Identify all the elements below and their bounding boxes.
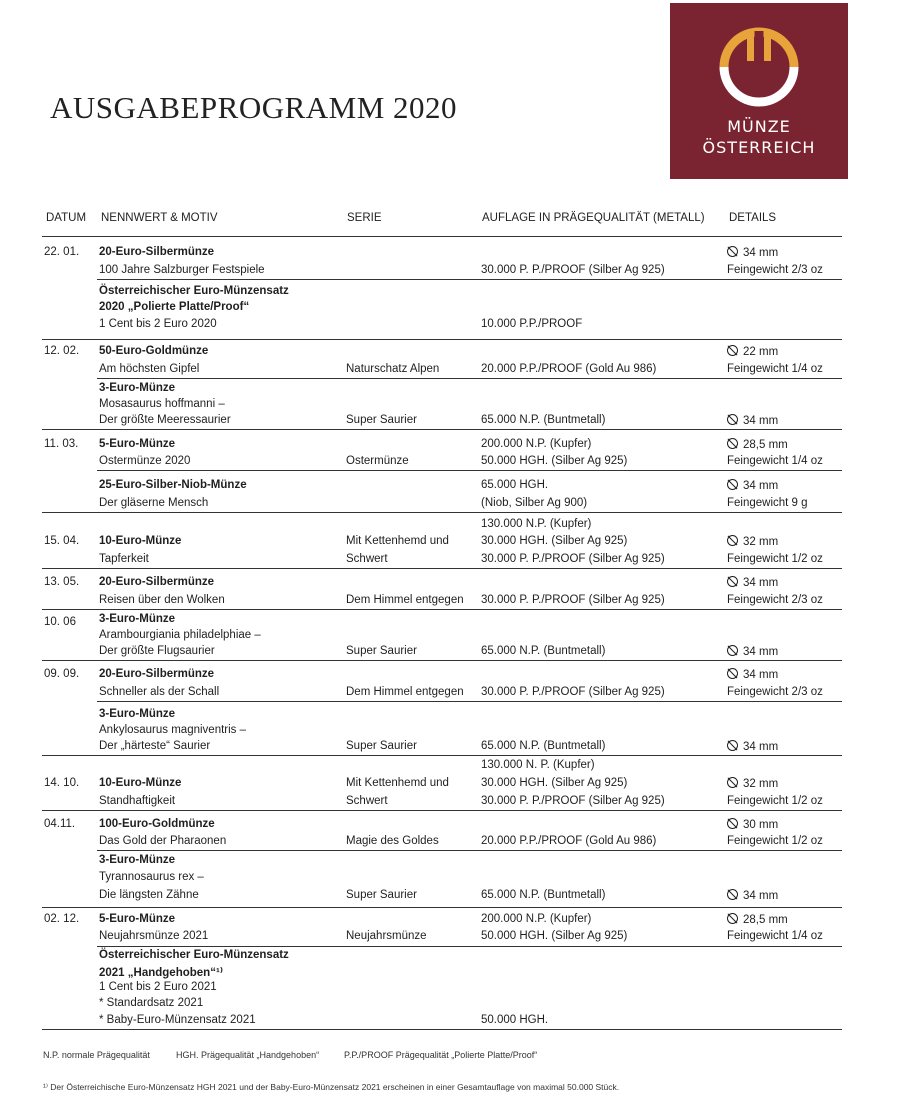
footnote: ¹⁾ Der Österreichische Euro-Münzensatz HGH 2021 und der Baby-Euro-Münzensatz 2021 erscheinen in einer Gesamtauflage von maximal 50.000 Stück. xyxy=(43,1082,620,1092)
row-motif: Tyrannosaurus rex – xyxy=(99,871,204,883)
row-motif: 1 Cent bis 2 Euro 2021 xyxy=(99,981,217,993)
row-coin-name: 50-Euro-Goldmünze xyxy=(99,345,209,357)
diameter-icon xyxy=(727,777,738,788)
row-coin-name: 5-Euro-Münze xyxy=(99,438,176,450)
row-motif: Der gläserne Mensch xyxy=(99,497,209,509)
row-date: 04.11. xyxy=(44,818,76,830)
diameter-icon xyxy=(727,535,738,546)
row-coin-name: 3-Euro-Münze xyxy=(99,613,176,625)
row-series: Super Saurier xyxy=(346,414,417,426)
row-diameter: 32 mm xyxy=(727,777,778,790)
row-diameter: 34 mm xyxy=(727,668,778,681)
row-diameter: 34 mm xyxy=(727,414,778,427)
row-coin-name: 3-Euro-Münze xyxy=(99,854,176,866)
row-motif: Tapferkeit xyxy=(99,553,149,565)
row-diameter: 34 mm xyxy=(727,246,778,259)
row-edition: (Niob, Silber Ag 900) xyxy=(481,497,588,509)
row-diameter: 34 mm xyxy=(727,740,778,753)
row-series: Magie des Goldes xyxy=(346,835,439,847)
row-coin-name: 3-Euro-Münze xyxy=(99,708,176,720)
row-date: 12. 02. xyxy=(44,345,80,357)
row-date: 14. 10. xyxy=(44,777,80,789)
legend-np: N.P. normale Prägequalität xyxy=(43,1050,150,1060)
row-group-rule xyxy=(42,339,842,340)
diameter-icon xyxy=(727,246,738,257)
header-nennwert-motiv: NENNWERT & MOTIV xyxy=(101,212,218,224)
row-coin-name: Österreichischer Euro-Münzensatz xyxy=(99,949,289,961)
row-coin-name: 25-Euro-Silber-Niob-Münze xyxy=(99,479,247,491)
row-series: Naturschatz Alpen xyxy=(346,363,440,375)
diameter-icon xyxy=(727,345,738,356)
row-date: 15. 04. xyxy=(44,535,80,547)
row-edition: 30.000 P. P./PROOF (Silber Ag 925) xyxy=(481,594,665,606)
row-group-rule xyxy=(42,660,842,661)
diameter-icon xyxy=(727,576,738,587)
legend-pp: P.P./PROOF Prägequalität „Polierte Platte/Proof“ xyxy=(344,1050,538,1060)
row-edition: 50.000 HGH. xyxy=(481,1014,549,1026)
row-motif: Der größte Meeressaurier xyxy=(99,414,231,426)
row-motif: Der größte Flugsaurier xyxy=(99,645,215,657)
page-title: AUSGABEPROGRAMM 2020 xyxy=(50,90,458,125)
logo-text-line2: ÖSTERREICH xyxy=(702,138,816,157)
row-edition: 65.000 N.P. (Buntmetall) xyxy=(481,414,606,426)
row-edition: 200.000 N.P. (Kupfer) xyxy=(481,438,592,450)
diameter-icon xyxy=(727,438,738,449)
row-weight: Feingewicht 2/3 oz xyxy=(727,594,823,606)
row-group-rule xyxy=(42,512,842,513)
row-motif: Standhaftigkeit xyxy=(99,795,176,807)
row-diameter: 28,5 mm xyxy=(727,913,788,926)
row-series: Super Saurier xyxy=(346,645,417,657)
row-divider xyxy=(97,946,842,947)
row-edition: 65.000 N.P. (Buntmetall) xyxy=(481,889,606,901)
diameter-icon xyxy=(727,414,738,425)
header-datum: DATUM xyxy=(46,212,87,224)
row-series: Dem Himmel entgegen xyxy=(346,686,464,698)
header-auflage: AUFLAGE IN PRÄGEQUALITÄT (METALL) xyxy=(482,212,705,224)
row-motif: 1 Cent bis 2 Euro 2020 xyxy=(99,318,217,330)
logo-text-line1: MÜNZE xyxy=(727,117,791,136)
row-series: Dem Himmel entgegen xyxy=(346,594,464,606)
row-coin-name: 10-Euro-Münze xyxy=(99,535,182,547)
table-bottom-rule xyxy=(42,1029,842,1030)
row-edition: 65.000 HGH. xyxy=(481,479,549,491)
diameter-icon xyxy=(727,889,738,900)
row-weight: Feingewicht 1/4 oz xyxy=(727,930,823,942)
row-weight: Feingewicht 1/4 oz xyxy=(727,363,823,375)
row-group-rule xyxy=(42,810,842,811)
row-edition: 10.000 P.P./PROOF xyxy=(481,318,583,330)
row-edition: 130.000 N. P. (Kupfer) xyxy=(481,759,595,771)
row-coin-name: 20-Euro-Silbermünze xyxy=(99,668,215,680)
row-weight: Feingewicht 9 g xyxy=(727,497,808,509)
header-serie: SERIE xyxy=(347,212,382,224)
row-edition: 30.000 P. P./PROOF (Silber Ag 925) xyxy=(481,553,665,565)
row-edition: 200.000 N.P. (Kupfer) xyxy=(481,913,592,925)
row-edition: 30.000 P. P./PROOF (Silber Ag 925) xyxy=(481,264,665,276)
row-weight: Feingewicht 1/4 oz xyxy=(727,455,823,467)
row-motif: Arambourgiania philadelphiae – xyxy=(99,629,261,641)
row-group-rule xyxy=(42,609,842,610)
row-motif: * Standardsatz 2021 xyxy=(99,997,204,1009)
row-edition: 50.000 HGH. (Silber Ag 925) xyxy=(481,455,628,467)
row-motif: Das Gold der Pharaonen xyxy=(99,835,227,847)
row-weight: Feingewicht 2/3 oz xyxy=(727,686,823,698)
row-diameter: 28,5 mm xyxy=(727,438,788,451)
row-diameter: 34 mm xyxy=(727,479,778,492)
row-motif: Mosasaurus hoffmanni – xyxy=(99,398,225,410)
row-motif: * Baby-Euro-Münzensatz 2021 xyxy=(99,1014,256,1026)
row-edition: 30.000 P. P./PROOF (Silber Ag 925) xyxy=(481,795,665,807)
row-series: Mit Kettenhemd und xyxy=(346,777,449,789)
row-edition: 30.000 P. P./PROOF (Silber Ag 925) xyxy=(481,686,665,698)
row-date: 22. 01. xyxy=(44,246,80,258)
row-diameter: 30 mm xyxy=(727,818,778,831)
row-edition: 65.000 N.P. (Buntmetall) xyxy=(481,645,606,657)
row-divider xyxy=(97,701,842,702)
row-edition: 130.000 N.P. (Kupfer) xyxy=(481,518,592,530)
row-group-rule xyxy=(42,429,842,430)
row-series: Schwert xyxy=(346,553,388,565)
row-series: Neujahrsmünze xyxy=(346,930,427,942)
legend-hgh: HGH. Prägequalität „Handgehoben“ xyxy=(176,1050,320,1060)
row-weight: Feingewicht 1/2 oz xyxy=(727,795,823,807)
row-date: 10. 06 xyxy=(44,616,76,628)
row-date: 09. 09. xyxy=(44,668,80,680)
row-weight: Feingewicht 1/2 oz xyxy=(727,553,823,565)
row-diameter: 34 mm xyxy=(727,645,778,658)
row-coin-name: 100-Euro-Goldmünze xyxy=(99,818,215,830)
header-details: DETAILS xyxy=(729,212,777,224)
diameter-icon xyxy=(727,479,738,490)
row-motif: Der „härteste“ Saurier xyxy=(99,740,211,752)
row-coin-name: Österreichischer Euro-Münzensatz xyxy=(99,285,289,297)
row-date: 02. 12. xyxy=(44,913,80,925)
row-diameter: 34 mm xyxy=(727,576,778,589)
header-rule xyxy=(42,236,842,237)
row-series: Super Saurier xyxy=(346,889,417,901)
row-diameter: 34 mm xyxy=(727,889,778,902)
row-diameter: 32 mm xyxy=(727,535,778,548)
diameter-icon xyxy=(727,740,738,751)
row-edition: 20.000 P.P./PROOF (Gold Au 986) xyxy=(481,835,657,847)
muenze-oesterreich-logo xyxy=(670,3,848,179)
row-motif: Am höchsten Gipfel xyxy=(99,363,200,375)
row-edition: 50.000 HGH. (Silber Ag 925) xyxy=(481,930,628,942)
row-coin-name: 2021 „Handgehoben“¹⁾ xyxy=(99,967,224,979)
row-motif: Neujahrsmünze 2021 xyxy=(99,930,209,942)
row-date: 11. 03. xyxy=(44,438,79,450)
row-coin-name: 2020 „Polierte Platte/Proof“ xyxy=(99,301,250,313)
row-series: Ostermünze xyxy=(346,455,409,467)
row-coin-name: 20-Euro-Silbermünze xyxy=(99,246,215,258)
row-edition: 30.000 HGH. (Silber Ag 925) xyxy=(481,777,628,789)
coin-logo-icon xyxy=(718,25,800,109)
diameter-icon xyxy=(727,645,738,656)
row-divider xyxy=(97,378,842,379)
row-divider xyxy=(97,850,842,851)
diameter-icon xyxy=(727,818,738,829)
row-motif: 100 Jahre Salzburger Festspiele xyxy=(99,264,265,276)
row-motif: Schneller als der Schall xyxy=(99,686,220,698)
row-group-rule xyxy=(42,907,842,908)
row-weight: Feingewicht 2/3 oz xyxy=(727,264,823,276)
row-motif: Die längsten Zähne xyxy=(99,889,199,901)
row-edition: 20.000 P.P./PROOF (Gold Au 986) xyxy=(481,363,657,375)
row-edition: 65.000 N.P. (Buntmetall) xyxy=(481,740,606,752)
row-series: Mit Kettenhemd und xyxy=(346,535,449,547)
row-coin-name: 20-Euro-Silbermünze xyxy=(99,576,215,588)
row-group-rule xyxy=(42,568,842,569)
diameter-icon xyxy=(727,913,738,924)
row-group-rule xyxy=(42,755,842,756)
row-edition: 30.000 HGH. (Silber Ag 925) xyxy=(481,535,628,547)
row-date: 13. 05. xyxy=(44,576,80,588)
row-motif: Reisen über den Wolken xyxy=(99,594,225,606)
row-diameter: 22 mm xyxy=(727,345,778,358)
row-divider xyxy=(97,470,842,471)
diameter-icon xyxy=(727,668,738,679)
row-motif: Ostermünze 2020 xyxy=(99,455,191,467)
row-motif: Ankylosaurus magniventris – xyxy=(99,724,247,736)
row-weight: Feingewicht 1/2 oz xyxy=(727,835,823,847)
row-coin-name: 3-Euro-Münze xyxy=(99,382,176,394)
row-divider xyxy=(97,279,842,280)
row-coin-name: 5-Euro-Münze xyxy=(99,913,176,925)
row-series: Super Saurier xyxy=(346,740,417,752)
row-series: Schwert xyxy=(346,795,388,807)
row-coin-name: 10-Euro-Münze xyxy=(99,777,182,789)
